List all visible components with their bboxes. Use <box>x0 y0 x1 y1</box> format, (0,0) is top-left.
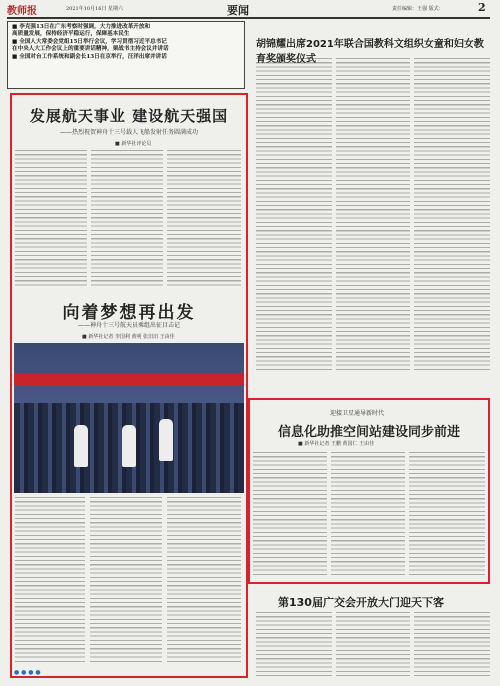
brief-line: 高质量发展，保持经济平稳运行，保障基本民生 <box>12 31 130 38</box>
headline-dream-departure[interactable]: 向着梦想再出发 <box>62 303 196 323</box>
byline-space-station: ■ 新华社记者 王鹏 黄国仁 王由佳 <box>298 441 375 447</box>
astronaut-figure <box>74 425 88 467</box>
photo-banner <box>14 373 244 385</box>
article-text-column <box>90 497 162 665</box>
editor-line: 责任编辑：王强 版式： <box>392 6 444 12</box>
subhead-space-power: ——热烈祝贺神舟十三号载人飞船发射任务圆满成功 <box>59 129 198 136</box>
brief-line: ■ 全国人大常委会党组15日举行会议，学习贯彻习近平总书记 <box>12 38 167 45</box>
article-text-column <box>167 497 241 665</box>
astronaut-ceremony-photo[interactable] <box>14 343 244 493</box>
astronaut-figure <box>122 425 136 467</box>
headline-space-power[interactable]: 发展航天事业 建设航天强国 <box>29 107 229 125</box>
brief-line: ■ 全国对台工作系统和副会长13日在京举行，汪洋出席并讲话 <box>12 53 167 60</box>
byline-space-power: ■ 新华社评论员 <box>115 141 152 147</box>
article-text-column <box>256 612 332 678</box>
pagination-dots[interactable]: ● ● ● ● <box>14 669 41 676</box>
kicker-space-station: 迎接卫星通导新时代 <box>330 410 385 417</box>
section-title: 要闻 <box>227 4 249 17</box>
masthead <box>0 0 500 18</box>
brief-line: ■ 李克强13日在广东考察时强调，大力推进改革开放和 <box>12 24 151 30</box>
article-text-column <box>15 497 85 665</box>
article-text-column <box>414 612 490 678</box>
subhead-dream-departure: ——神舟十三号航天员乘组出征目击记 <box>77 322 180 329</box>
page-number: 2 <box>478 1 486 14</box>
headline-unesco-award[interactable]: 胡锦耀出席2021年联合国教科文组织女童和妇女教育奖颁奖仪式 <box>256 39 484 65</box>
article-text-column <box>91 150 163 288</box>
byline-dream-departure: ■ 新华社记者 李国利 黄明 张汨汨 王由佳 <box>82 334 175 340</box>
news-briefs-box <box>7 21 245 89</box>
article-text-column <box>15 150 87 288</box>
article-text-column <box>253 452 327 578</box>
brief-line: 在中央人大工作会议上的重要讲话精神，栗战书主持会议并讲话 <box>12 46 169 53</box>
headline-space-station[interactable]: 信息化助推空间站建设同步前进 <box>277 425 460 440</box>
article-text-column <box>336 612 410 678</box>
brand-logo: 教师报 <box>7 6 37 17</box>
article-text-column <box>167 150 241 288</box>
article-text-column <box>331 452 405 578</box>
header-rule <box>7 17 490 19</box>
article-text-column <box>256 58 332 370</box>
article-text-column <box>414 58 490 370</box>
astronaut-figure <box>159 419 173 461</box>
headline-canton-fair[interactable]: 第130届广交会开放大门迎天下客 <box>278 596 444 609</box>
issue-date: 2021年10月16日 星期六 <box>66 6 124 12</box>
article-text-column <box>336 58 410 370</box>
article-text-column <box>409 452 485 578</box>
